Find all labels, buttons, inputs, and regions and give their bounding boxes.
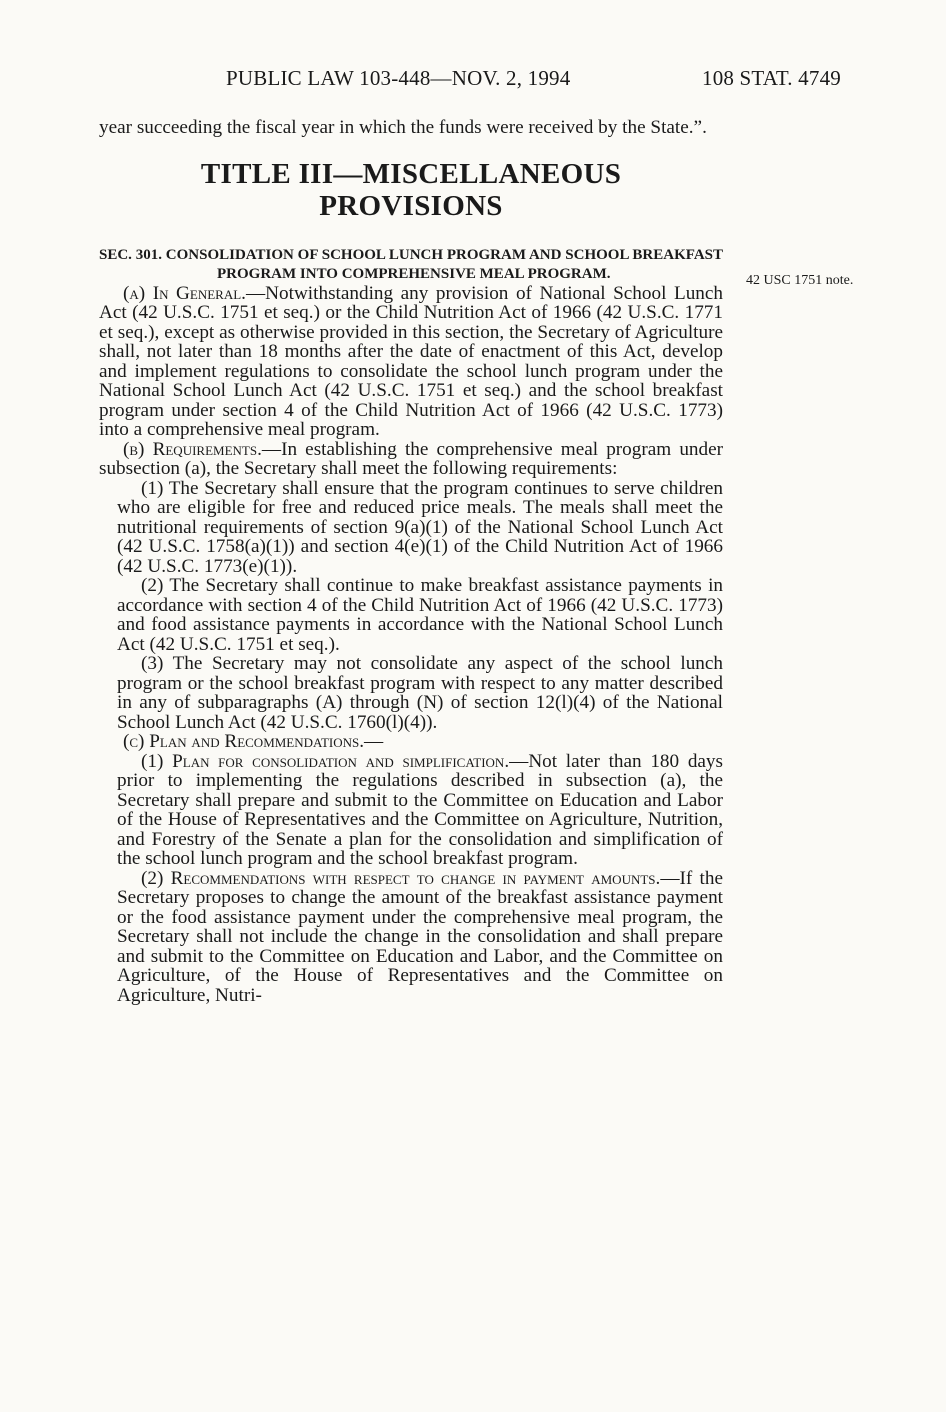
subsection-a-label: (a) In General.	[123, 282, 246, 304]
title-line-2: PROVISIONS	[319, 189, 503, 222]
running-header	[0, 66, 946, 96]
subsection-b-text: —In establishing the comprehensive meal program under subsection (a), the Secretary shall meet the following requirements:	[99, 438, 724, 479]
paragraph-b3: (3) The Secretary may not consolidate any aspect of the school lunch program or the school breakfast program with respect to any matter described in any of subparagraphs (A) through (N) of section 12(l)(4) of the National School Lunch Act (42 U.S.C. 1760(l)(4)).	[117, 653, 723, 733]
paragraph-b1: (1) The Secretary shall ensure that the program continues to serve children who are eligible for free and reduced price meals. The meals shall meet the nutritional requirements of section 9(a)(1) of the National School Lunch Act (42 U.S.C. 1758(a)(1)) and section 4(e)(1) of the Child Nutrition Act of 1966 (42 U.S.C. 1773(e)(1)).	[117, 477, 723, 577]
body-column	[99, 118, 723, 1005]
paragraph-c1-text: —Not later than 180 days prior to implementing the regulations described in subsection (a), the Secretary shall prepare and submit to the Committee on Education and Labor of the House of Representatives and the Committee on Agriculture, Nutrition, and Forestry of the Senate a plan for the consolidation and simplification of the school lunch program and the school breakfast program.	[117, 750, 723, 869]
subsection-a-text: —Notwithstanding any provision of National School Lunch Act (42 U.S.C. 1751 et seq.) or the Child Nutrition Act of 1966 (42 U.S.C. 1771 et seq.), except as otherwise provided in this section, the Secretary of Agriculture shall, not later than 18 months after the date of enactment of this Act, develop and implement regulations to consolidate the school lunch program under the National School Lunch Act (42 U.S.C. 1751 et seq.) and the school breakfast program under section 4 of the Child Nutrition Act of 1966 (42 U.S.C. 1773) into a comprehensive meal program.	[99, 282, 723, 440]
paragraph-c2-label: (2) Recommendations with respect to change in payment amounts.	[141, 867, 661, 889]
public-law-citation: PUBLIC LAW 103-448—NOV. 2, 1994	[226, 66, 571, 90]
margin-note: 42 USC 1751 note.	[746, 273, 854, 288]
paragraph-b2: (2) The Secretary shall continue to make breakfast assistance payments in accordance with section 4 of the Child Nutrition Act of 1966 (42 U.S.C. 1773) and food assistance payments in accordance with the National School Lunch Act (42 U.S.C. 1751 et seq.).	[117, 575, 723, 655]
paragraph-c1-label: (1) Plan for consolidation and simplification.	[141, 750, 510, 772]
paragraph-c1	[99, 752, 723, 869]
paragraph-c2	[99, 869, 723, 1006]
continuation-text: year succeeding the fiscal year in which the funds were received by the State.”.	[99, 117, 707, 138]
paragraph-c2-text: —If the Secretary proposes to change the amount of the breakfast assistance payment or the food assistance payment under the comprehensive meal program, the Secretary shall not include the change in the consolidation and shall prepare and submit to the Committee on Education and Labor, and the Committee on Agriculture, of the House of Representatives and the Committee on Agriculture, Nutri-	[117, 867, 723, 1006]
title-line-1: TITLE III—MISCELLANEOUS	[200, 157, 622, 190]
title-heading	[99, 158, 723, 222]
subsection-c-label: (c) Plan and Recommendations.—	[123, 731, 384, 752]
section-heading: SEC. 301. CONSOLIDATION OF SCHOOL LUNCH PROGRAM AND SCHOOL BREAKFAST PROGRAM INTO COMPREHENSIVE MEAL PROGRAM.	[99, 246, 723, 282]
subsection-b-label: (b) Requirements.	[123, 438, 262, 460]
statute-page-number: 108 STAT. 4749	[702, 66, 841, 90]
subsection-b	[99, 440, 723, 479]
subsection-a	[99, 284, 723, 440]
